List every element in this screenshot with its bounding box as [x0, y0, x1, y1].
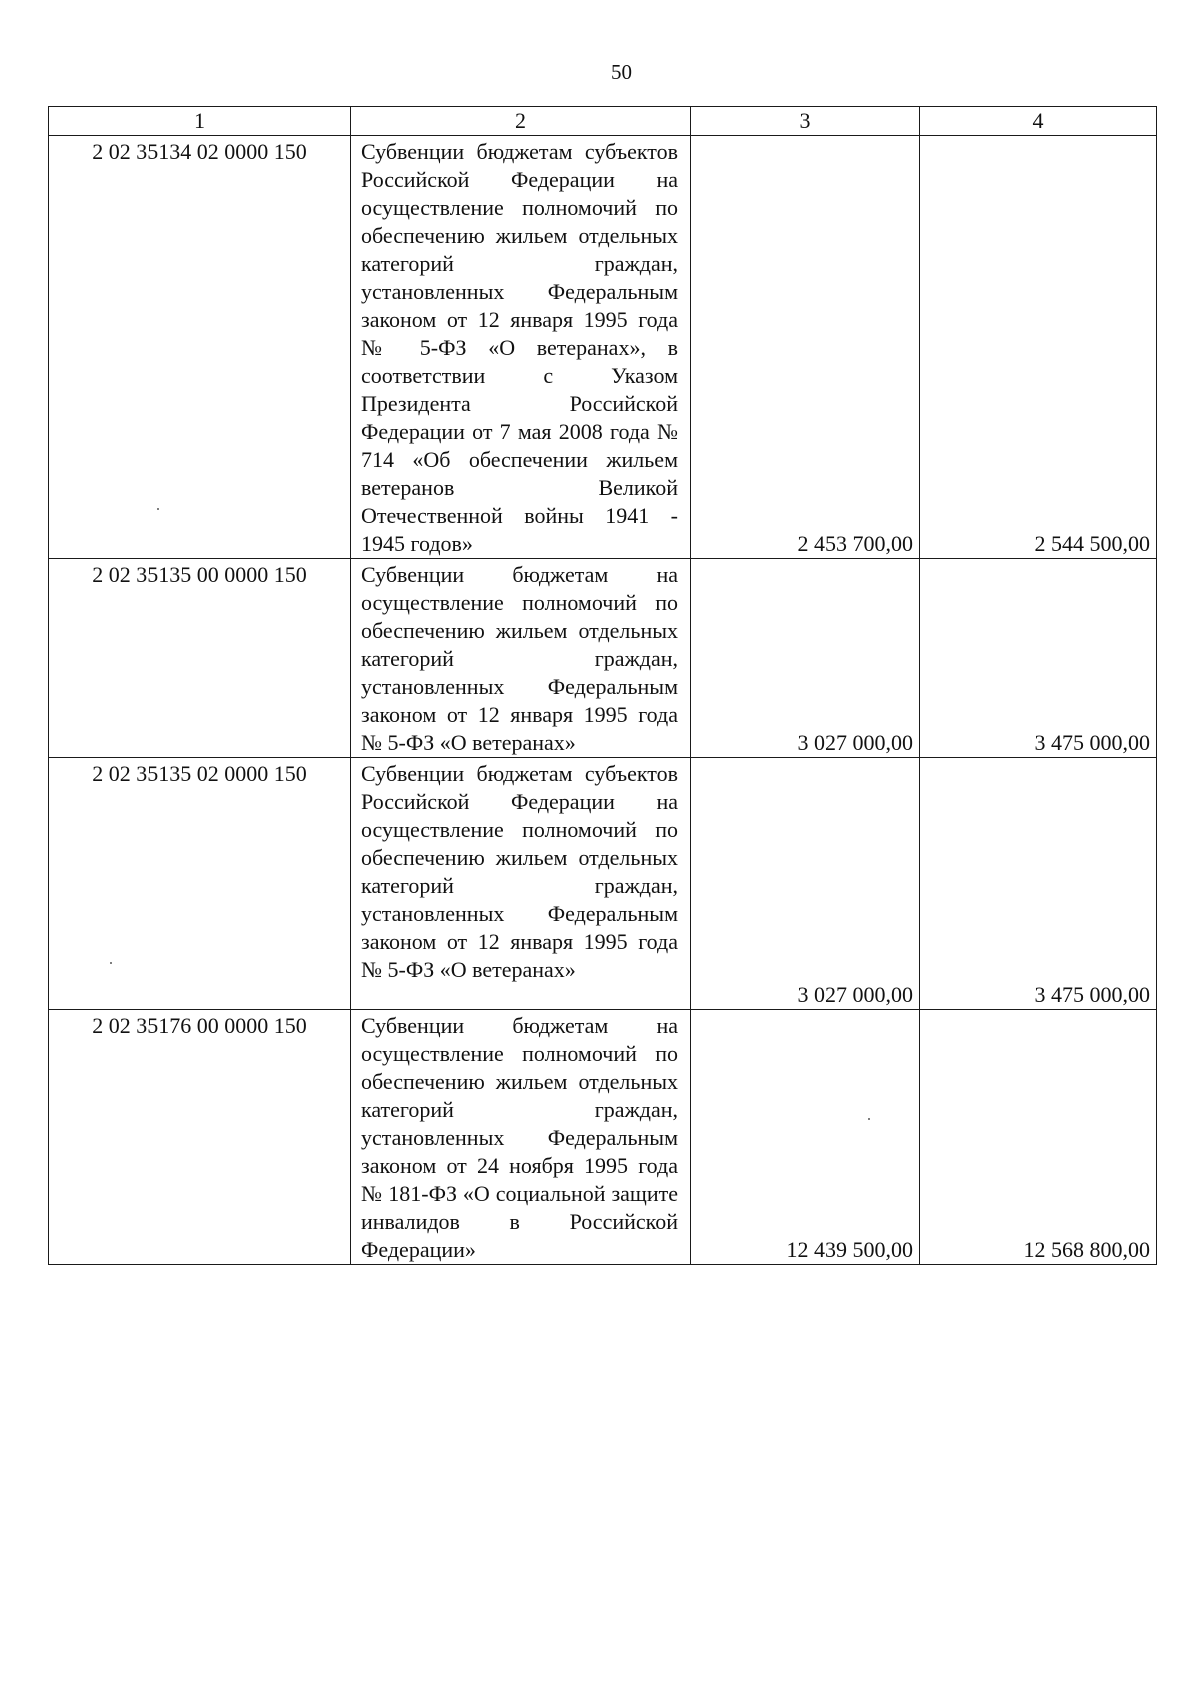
- description: Субвенции бюджетам субъектов Российской Федерации на осуществление полномочий по обеспечению жильем отдельных категорий граждан, установленных Федеральным законом от 12 января 1995 года № 5-ФЗ «О ветеранах», в соответствии с Указом Президента Российской Федерации от 7 мая 2008 года № 714 «Об обеспечении жильем ветеранов Великой Отечественной войны 1941 - 1945 годов»: [351, 136, 691, 559]
- scan-speck: [157, 508, 159, 510]
- budget-code: 2 02 35134 02 0000 150: [49, 136, 351, 559]
- description: Субвенции бюджетам на осуществление полномочий по обеспечению жильем отдельных категорий граждан, установленных Федеральным законом от 24 ноября 1995 года № 181-ФЗ «О социальной защите инвалидов в Российской Федерации»: [351, 1010, 691, 1265]
- amount-column-3: 3 027 000,00: [691, 559, 920, 758]
- page-number: 50: [611, 60, 632, 84]
- table-row: [49, 758, 1157, 1010]
- amount-column-4: 3 475 000,00: [920, 758, 1157, 1010]
- scan-speck: [868, 1118, 870, 1120]
- description: Субвенции бюджетам субъектов Российской Федерации на осуществление полномочий по обеспечению жильем отдельных категорий граждан, установленных Федеральным законом от 12 января 1995 года № 5-ФЗ «О ветеранах»: [351, 758, 691, 1010]
- amount-column-3: 2 453 700,00: [691, 136, 920, 559]
- description: Субвенции бюджетам на осуществление полномочий по обеспечению жильем отдельных категорий граждан, установленных Федеральным законом от 12 января 1995 года № 5-ФЗ «О ветеранах»: [351, 559, 691, 758]
- amount-column-4: 2 544 500,00: [920, 136, 1157, 559]
- budget-code: 2 02 35176 00 0000 150: [49, 1010, 351, 1265]
- table-header-row: [49, 107, 1157, 136]
- amount-column-3: 12 439 500,00: [691, 1010, 920, 1265]
- table-row: [49, 136, 1157, 559]
- column-header-3: 3: [691, 107, 920, 136]
- budget-code: 2 02 35135 00 0000 150: [49, 559, 351, 758]
- amount-column-4: 12 568 800,00: [920, 1010, 1157, 1265]
- table-row: [49, 1010, 1157, 1265]
- column-header-2: 2: [351, 107, 691, 136]
- amount-column-4: 3 475 000,00: [920, 559, 1157, 758]
- budget-code: 2 02 35135 02 0000 150: [49, 758, 351, 1010]
- amount-column-3: 3 027 000,00: [691, 758, 920, 1010]
- column-header-1: 1: [49, 107, 351, 136]
- column-header-4: 4: [920, 107, 1157, 136]
- scan-speck: [110, 962, 112, 964]
- budget-table: [48, 106, 1157, 1265]
- table-row: [49, 559, 1157, 758]
